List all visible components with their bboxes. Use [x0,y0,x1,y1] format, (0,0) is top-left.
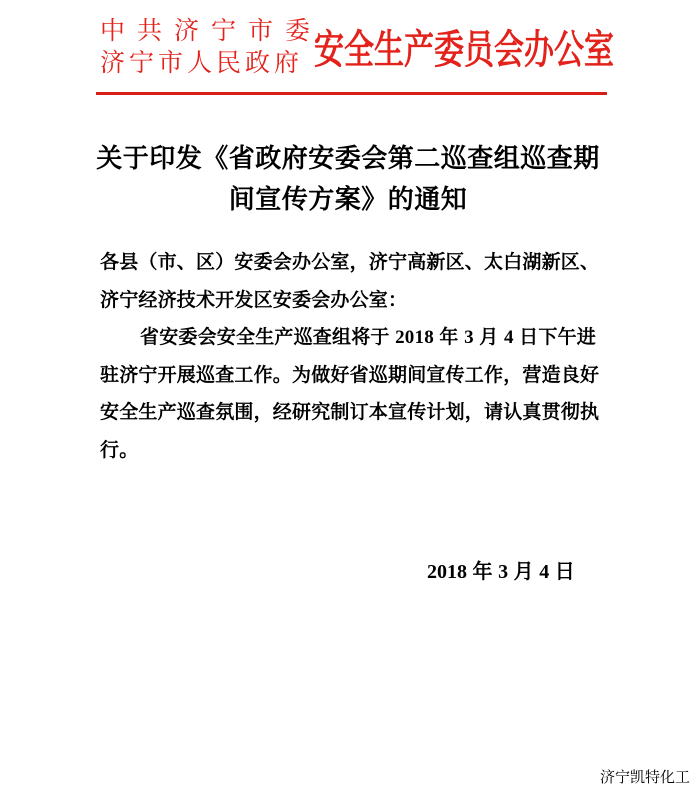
paragraph-line4: 行。 [100,439,139,461]
document-title-line2: 间宣传方案》的通知 [228,184,468,214]
letterhead-org-line2: 济宁市人民政府 [100,50,304,77]
paragraph-line2: 驻济宁开展巡查工作。为做好省巡期间宣传工作，营造良好 [100,364,600,386]
document-date: 2018 年 3 月 4 日 [427,561,575,583]
paragraph-line3: 安全生产巡查氛围，经研究制订本宣传计划，请认真贯彻执 [100,402,600,423]
footer-watermark: 济宁凯特化工 [599,770,690,786]
letterhead-divider-rule [96,92,607,95]
document-title [0,138,696,220]
paragraph-line1: 省安委会安全生产巡查组将于 2018 年 3 月 4 日下午进 [140,327,596,348]
document-title-line1: 关于印发《省政府安委会第二巡查组巡查期 [96,143,600,173]
addressee-line1: 各县（市、区）安委会办公室，济宁高新区、太白湖新区、 [100,252,600,273]
document-body [100,244,600,469]
letterhead-office-title: 安全生产委员会办公室 [314,28,614,72]
addressee-line2: 济宁经济技术开发区安委会办公室： [100,289,408,311]
letterhead-org-line1: 中共济宁市委 [100,18,323,45]
letterhead-org-names [100,16,322,80]
